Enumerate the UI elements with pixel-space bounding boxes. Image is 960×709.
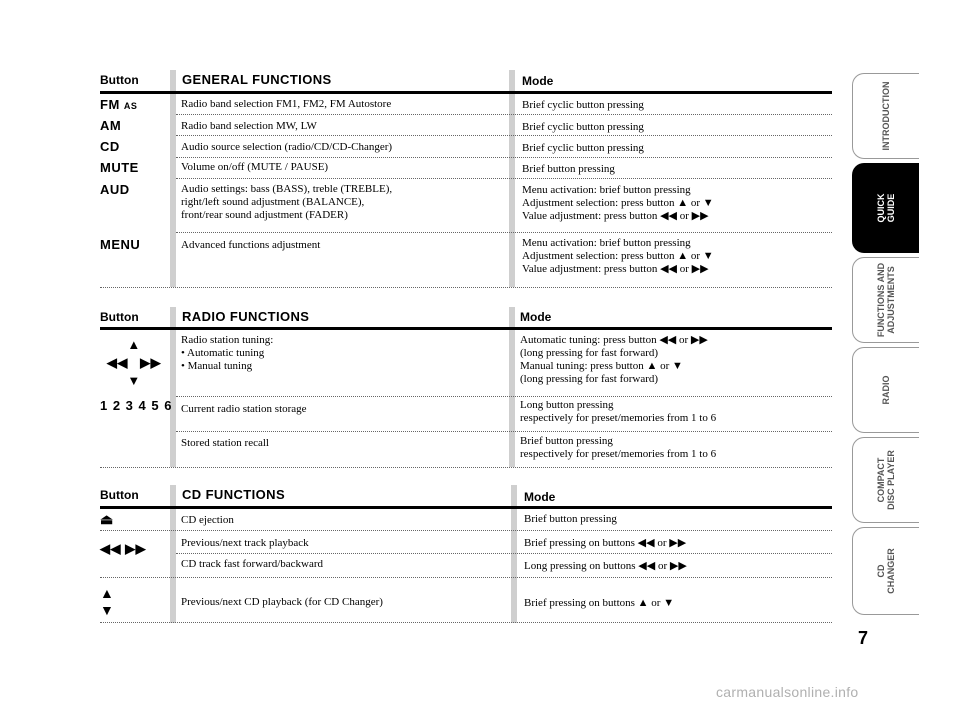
tuning-arrow-buttons: ▲ ◀◀ ▶▶ ▼ [106,337,162,388]
general-mode-text: Menu activation: brief button pressing Adjustment selection: press button ▲ or ▼ Value adjustment: press button ◀◀ or ▶▶ [522,237,714,275]
row-divider [176,396,832,397]
cd-mode-text: Brief button pressing [524,513,617,525]
general-button-header: Button [100,73,139,87]
general-mode-text: Brief cyclic button pressing [522,142,644,154]
mute-button: MUTE [100,160,139,175]
radio-functions-title: RADIO FUNCTIONS [182,309,310,324]
cd-function-text: CD ejection [181,514,234,526]
preset-buttons: 1 2 3 4 5 6 [100,398,172,413]
row-divider [176,232,832,233]
track-arrow-buttons: ◀◀ ▶▶ [100,541,147,556]
radio-function-text: Current radio station storage [181,403,307,415]
general-function-text: Advanced functions adjustment [181,239,321,251]
radio-mode-header: Mode [520,310,552,324]
general-function-text: Audio settings: bass (BASS), treble (TREBLE), right/left sound adjustment (BALANCE), front/rear sound adjustment (FADER) [181,183,393,221]
page-number: 7 [858,628,869,648]
radio-function-bar [170,307,176,467]
radio-function-text: Radio station tuning: • Automatic tuning • Manual tuning [181,334,274,372]
section-divider [100,287,832,288]
tab-quick-guide[interactable]: QUICK GUIDE [852,163,919,253]
section-divider [100,467,832,468]
row-divider [176,114,832,115]
radio-mode-text: Automatic tuning: press button ◀◀ or ▶▶ (long pressing for fast forward) Manual tuning: press button ▲ or ▼ (long pressing for fast forward) [520,334,708,385]
radio-header-rule [100,327,832,330]
row-divider [176,553,832,554]
general-mode-text: Brief cyclic button pressing [522,121,644,133]
row-divider [176,135,832,136]
cd-mode-text: Long pressing on buttons ◀◀ or ▶▶ [524,560,687,572]
cd-functions-title: CD FUNCTIONS [182,487,286,502]
general-function-text: Radio band selection FM1, FM2, FM Autostore [181,98,392,110]
radio-function-text: Stored station recall [181,437,269,449]
section-divider [100,622,832,623]
cd-function-text: CD track fast forward/backward [181,558,324,570]
cd-function-text: Previous/next track playback [181,537,309,549]
eject-icon: ⏏ [100,511,114,527]
row-divider [100,530,832,531]
radio-mode-text: Long button pressing respectively for preset/memories from 1 to 6 [520,399,717,424]
general-mode-text: Brief button pressing [522,163,615,175]
row-divider [176,431,832,432]
cd-mode-text: Brief pressing on buttons ▲ or ▼ [524,597,675,609]
cd-header-rule [100,506,832,509]
cd-mode-text: Brief pressing on buttons ◀◀ or ▶▶ [524,537,687,549]
menu-button: MENU [100,237,141,252]
general-mode-header: Mode [522,74,554,88]
row-divider [100,577,832,578]
tab-radio[interactable]: RADIO [852,347,919,433]
row-divider [176,178,832,179]
tab-introduction[interactable]: INTRODUCTION [852,73,919,159]
cd-button: CD [100,139,120,154]
disc-arrow-buttons: ▲ ▼ [100,585,115,618]
general-functions-title: GENERAL FUNCTIONS [182,72,332,87]
tab-cd-changer[interactable]: CD CHANGER [852,527,919,615]
radio-button-header: Button [100,310,139,324]
general-function-text: Audio source selection (radio/CD/CD-Changer) [181,141,393,153]
tab-functions-and-adjustments[interactable]: FUNCTIONS AND ADJUSTMENTS [852,257,919,343]
general-mode-text: Brief cyclic button pressing [522,99,644,111]
general-function-text: Radio band selection MW, LW [181,120,317,132]
footer-watermark: carmanualsonline.info [716,684,859,700]
fm-as-button: FM AS [100,97,138,112]
general-mode-text: Menu activation: brief button pressing Adjustment selection: press button ▲ or ▼ Value adjustment: press button ◀◀ or ▶▶ [522,184,714,222]
cd-mode-header: Mode [524,490,556,504]
radio-mode-text: Brief button pressing respectively for preset/memories from 1 to 6 [520,435,717,460]
general-function-text: Volume on/off (MUTE / PAUSE) [181,161,329,173]
radio-mode-bar [509,307,515,467]
general-header-rule [100,91,832,94]
cd-button-header: Button [100,488,139,502]
row-divider [176,157,832,158]
aud-button: AUD [100,182,130,197]
cd-function-text: Previous/next CD playback (for CD Changer) [181,596,383,608]
am-button: AM [100,118,122,133]
tab-compact-disc-player[interactable]: COMPACT DISC PLAYER [852,437,919,523]
